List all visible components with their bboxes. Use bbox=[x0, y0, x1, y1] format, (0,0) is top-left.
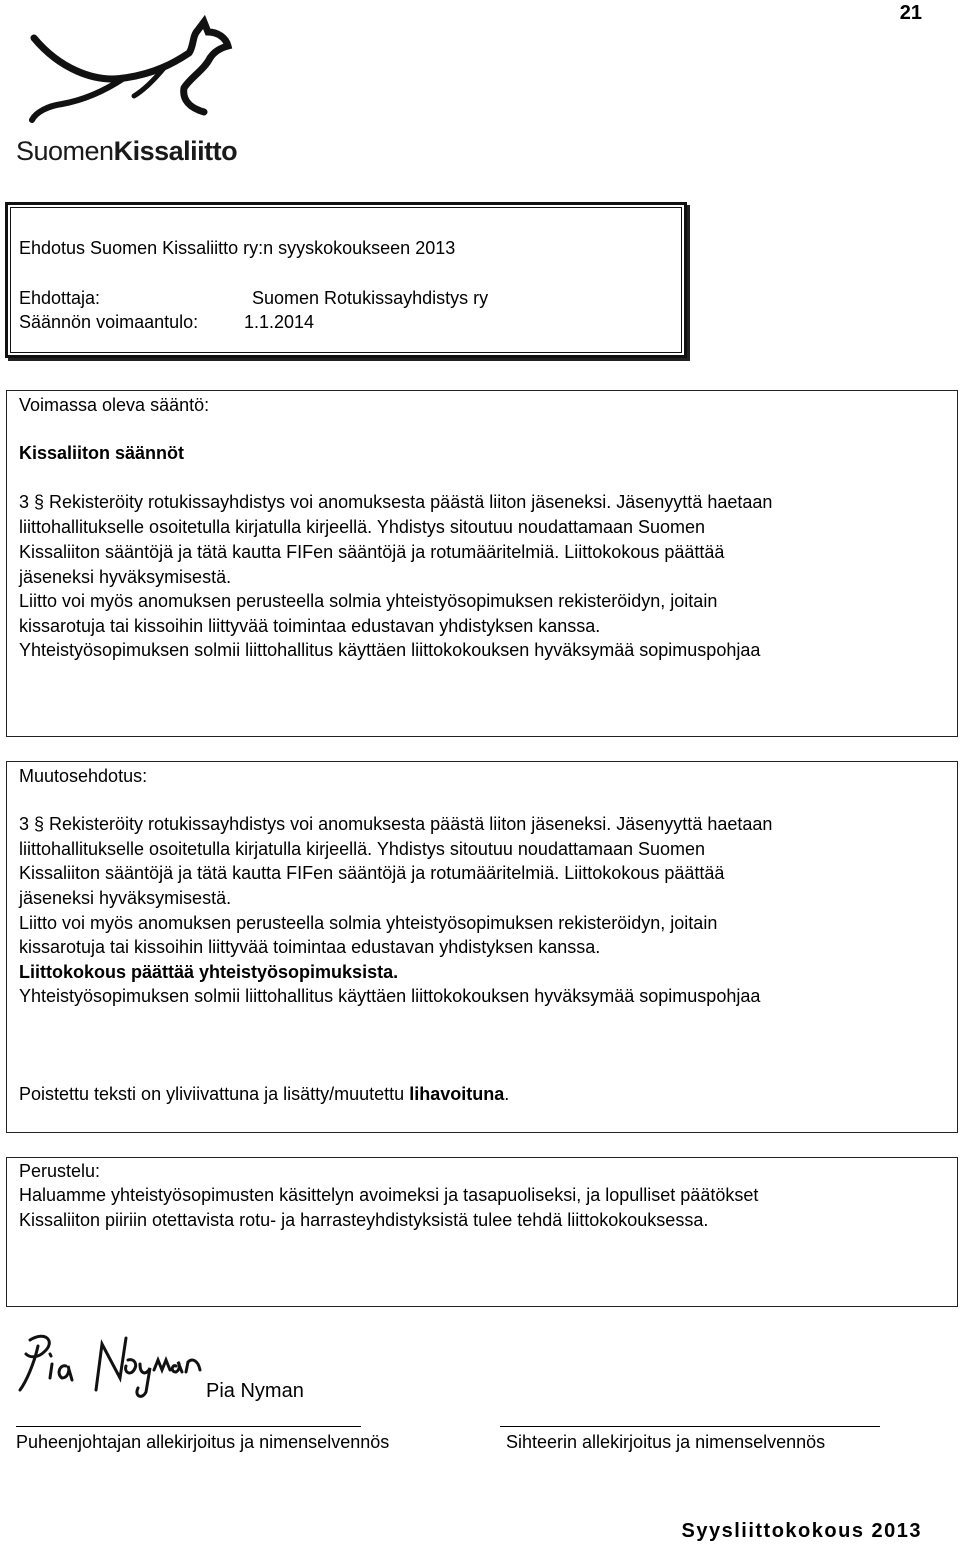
amendment-box bbox=[6, 761, 958, 1133]
current-rule-line: liittohallitukselle osoitetulla kirjatulla kirjeellä. Yhdistys sitoutuu noudattamaan Suomen bbox=[19, 517, 706, 537]
legend-note bbox=[19, 1082, 509, 1107]
suomen-kissaliitto-logo bbox=[14, 8, 244, 168]
secretary-signature-label: Sihteerin allekirjoitus ja nimenselvennös bbox=[506, 1432, 826, 1452]
signer-name: Pia Nyman bbox=[206, 1380, 304, 1402]
current-rule-line: 3 § Rekisteröity rotukissayhdistys voi anomuksesta päästä liiton jäseneksi. Jäsenyyttä haetaan bbox=[19, 492, 773, 512]
legend-text: Poistettu teksti on yliviivattuna ja lisätty/muutettu bbox=[19, 1084, 405, 1104]
logo-wordmark-bold: Kissaliitto bbox=[113, 136, 238, 166]
logo-wordmark bbox=[16, 136, 237, 167]
rationale-box bbox=[6, 1157, 958, 1307]
proposer-label: Ehdottaja: bbox=[19, 288, 101, 308]
chair-signature-line bbox=[16, 1426, 361, 1427]
page-number: 21 bbox=[899, 2, 922, 24]
proposer-value: Suomen Rotukissayhdistys ry bbox=[252, 288, 489, 308]
chair-signature-label: Puheenjohtajan allekirjoitus ja nimenselvennös bbox=[16, 1432, 390, 1452]
footer-text: Syysliittokokous 2013 bbox=[681, 1520, 922, 1542]
rationale-label: Perustelu: bbox=[19, 1161, 101, 1181]
amendment-added-line: Liittokokous päättää yhteistyösopimuksista. bbox=[19, 962, 399, 982]
amendment-line: 3 § Rekisteröity rotukissayhdistys voi anomuksesta päästä liiton jäseneksi. Jäsenyyttä haetaan bbox=[19, 814, 773, 834]
amendment-line: Yhteistyösopimuksen solmii liittohallitus käyttäen liittokokouksen hyväksymää sopimuspohjaa bbox=[19, 986, 761, 1006]
cat-silhouette-icon bbox=[14, 8, 244, 138]
effective-date-label: Säännön voimaantulo: bbox=[19, 312, 199, 332]
current-rule-line: Liitto voi myös anomuksen perusteella solmia yhteistyösopimuksen rekisteröidyn, joitain bbox=[19, 591, 718, 611]
amendment-label: Muutosehdotus: bbox=[19, 766, 148, 786]
current-rule-line: Yhteistyösopimuksen solmii liittohallitus käyttäen liittokokouksen hyväksymää sopimuspohjaa bbox=[19, 640, 761, 660]
current-rule-line: Kissaliiton sääntöjä ja tätä kautta FIFen sääntöjä ja rotumääritelmiä. Liittokokous päättää bbox=[19, 542, 725, 562]
amendment-line: liittohallitukselle osoitetulla kirjatulla kirjeellä. Yhdistys sitoutuu noudattamaan Suomen bbox=[19, 839, 706, 859]
proposal-header-box bbox=[5, 202, 687, 358]
current-rule-line: kissarotuja tai kissoihin liittyvää toimintaa edustavan yhdistyksen kanssa. bbox=[19, 616, 601, 636]
rationale-line: Kissaliiton piiriin otettavista rotu- ja harrasteyhdistyksistä tulee tehdä liittokokouksessa. bbox=[19, 1210, 709, 1230]
handwritten-signature bbox=[16, 1330, 206, 1410]
current-rule-label: Voimassa oleva sääntö: bbox=[19, 395, 210, 415]
effective-date-value: 1.1.2014 bbox=[244, 312, 315, 332]
amendment-line: jäseneksi hyväksymisestä. bbox=[19, 888, 232, 908]
proposal-title: Ehdotus Suomen Kissaliitto ry:n syyskokoukseen 2013 bbox=[19, 238, 456, 258]
logo-wordmark-regular: Suomen bbox=[16, 136, 114, 166]
rationale-line: Haluamme yhteistyösopimusten käsittelyn avoimeksi ja tasapuoliseksi, ja lopulliset päätökset bbox=[19, 1185, 759, 1205]
amendment-line: Liitto voi myös anomuksen perusteella solmia yhteistyösopimuksen rekisteröidyn, joitain bbox=[19, 913, 718, 933]
current-rule-heading: Kissaliiton säännöt bbox=[19, 443, 185, 463]
amendment-line: Kissaliiton sääntöjä ja tätä kautta FIFen sääntöjä ja rotumääritelmiä. Liittokokous päättää bbox=[19, 863, 725, 883]
amendment-line: kissarotuja tai kissoihin liittyvää toimintaa edustavan yhdistyksen kanssa. bbox=[19, 937, 601, 957]
legend-period: . bbox=[504, 1084, 510, 1104]
current-rule-line: jäseneksi hyväksymisestä. bbox=[19, 567, 232, 587]
legend-bold-word: lihavoituna bbox=[409, 1084, 505, 1104]
current-rule-box bbox=[6, 390, 958, 737]
secretary-signature-line bbox=[500, 1426, 880, 1427]
